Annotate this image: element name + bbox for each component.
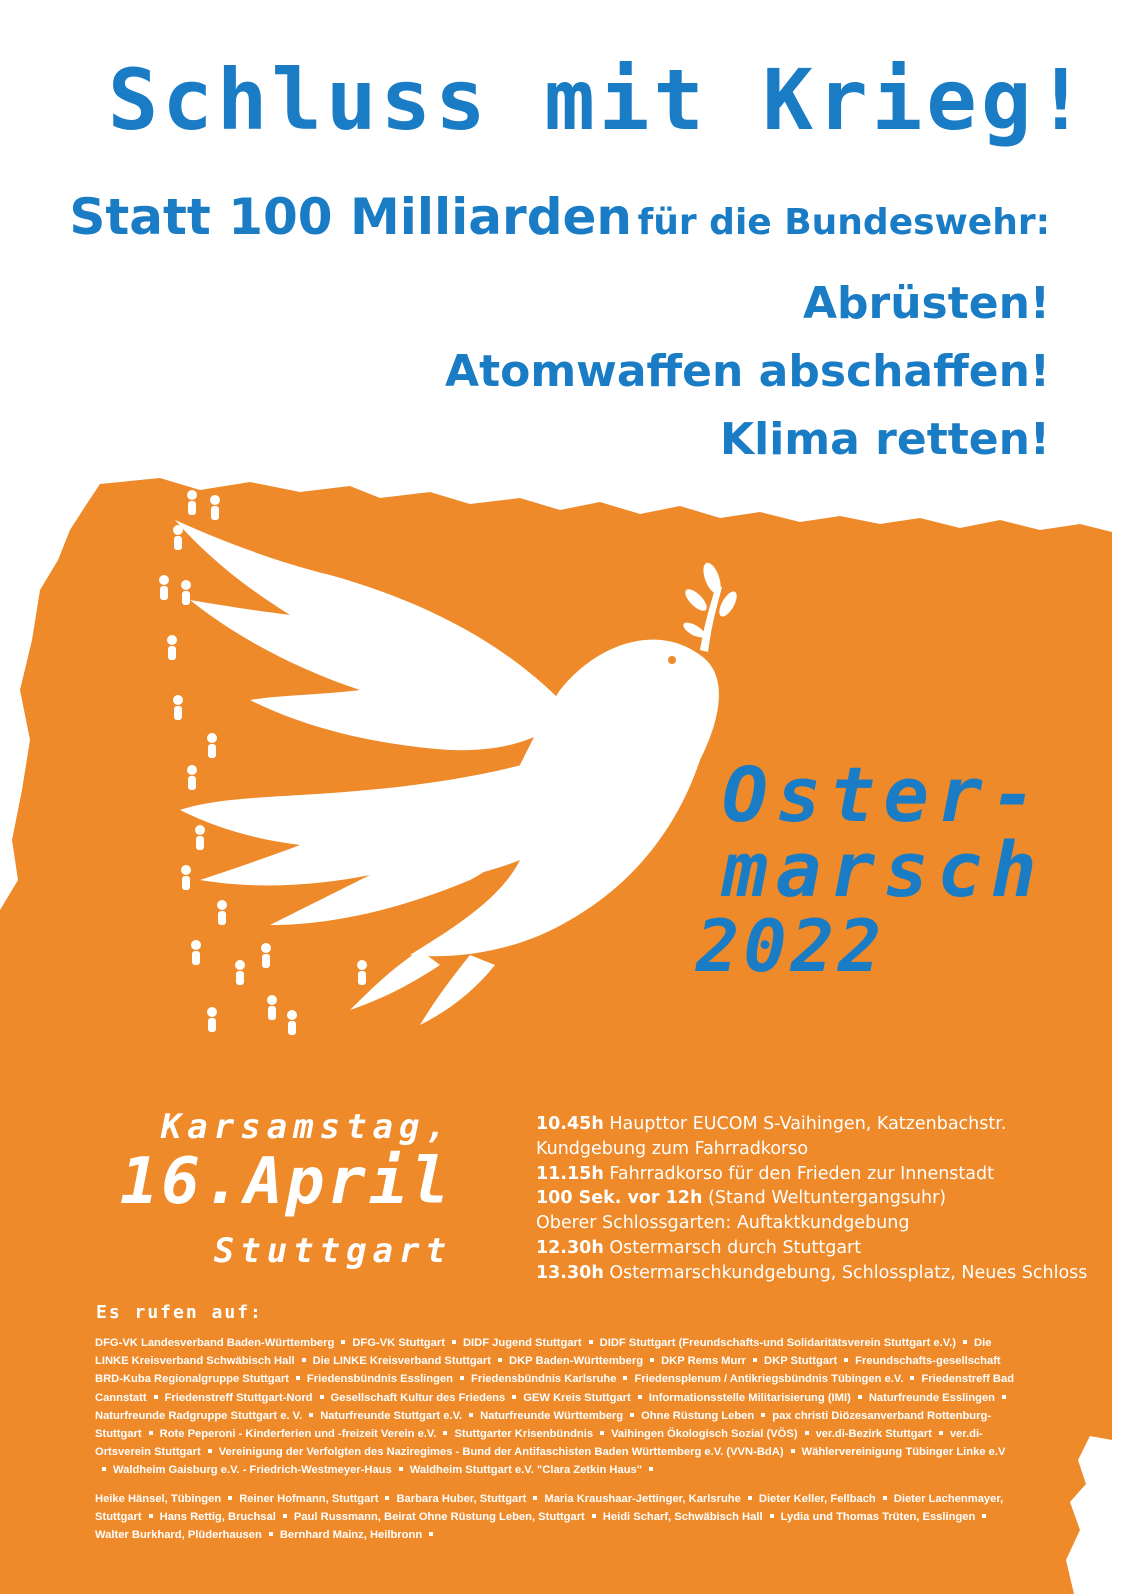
separator-square bbox=[429, 1532, 433, 1536]
separator-square bbox=[910, 1376, 914, 1380]
separator-square bbox=[1002, 1395, 1006, 1399]
organization-item: Naturfreunde Radgruppe Stuttgart e. V. bbox=[95, 1409, 303, 1422]
organization-item: DIDF Jugend Stuttgart bbox=[462, 1337, 582, 1349]
separator-square bbox=[939, 1431, 943, 1435]
separator-square bbox=[302, 1358, 306, 1362]
separator-square bbox=[460, 1376, 464, 1380]
organization-item: ver.di-Ortsverein Stuttgart bbox=[95, 1428, 983, 1459]
separator-square bbox=[385, 1496, 389, 1500]
organization-item: Vereinigung der Verfolgten des Naziregimes - Bund der Antifaschisten Baden Württemberg e.V. (VVN-BdA) bbox=[218, 1446, 784, 1459]
organization-item: Friedenstreff Stuttgart-Nord bbox=[164, 1391, 313, 1404]
demand-nuclear: Atomwaffen abschaffen! bbox=[445, 346, 1050, 397]
schedule-item: Oberer Schlossgarten: Auftaktkundgebung bbox=[536, 1213, 910, 1234]
separator-square bbox=[753, 1358, 757, 1362]
person-item: Walter Burkhard, Plüderhausen bbox=[95, 1529, 262, 1542]
separator-square bbox=[623, 1376, 627, 1380]
schedule-item: 100 Sek. vor 12h (Stand Weltuntergangsuhr) bbox=[536, 1188, 947, 1209]
organization-list bbox=[95, 1334, 1020, 1480]
organization-item: Friedensplenum / Antikriegsbündnis Tübingen e.V. bbox=[634, 1373, 904, 1386]
separator-square bbox=[963, 1340, 967, 1344]
separator-square bbox=[858, 1395, 862, 1399]
person-item: Heidi Scharf, Schwäbisch Hall bbox=[602, 1511, 763, 1524]
separator-square bbox=[309, 1413, 313, 1417]
organization-item: Rote Peperoni - Kinderferien und -freizeit Verein e.V. bbox=[159, 1428, 437, 1441]
person-item: Heike Hänsel, Tübingen bbox=[95, 1493, 222, 1505]
separator-square bbox=[791, 1449, 795, 1453]
separator-square bbox=[498, 1358, 502, 1362]
event-title-line2: marsch bbox=[722, 825, 1045, 914]
separator-square bbox=[512, 1395, 516, 1399]
demand-climate: Klima retten! bbox=[720, 414, 1050, 465]
separator-square bbox=[650, 1358, 654, 1362]
separator-square bbox=[770, 1514, 774, 1518]
subline bbox=[40, 188, 1050, 246]
person-item: Barbara Huber, Stuttgart bbox=[396, 1493, 527, 1505]
separator-square bbox=[269, 1532, 273, 1536]
schedule-item: 11.15h Fahrradkorso für den Frieden zur Innenstadt bbox=[536, 1163, 994, 1184]
separator-square bbox=[638, 1395, 642, 1399]
organization-item: Stuttgarter Krisenbündnis bbox=[454, 1428, 594, 1441]
separator-square bbox=[296, 1376, 300, 1380]
separator-square bbox=[341, 1340, 345, 1344]
organization-item: Die LINKE Kreisverband Stuttgart bbox=[312, 1355, 491, 1368]
organization-item: DIDF Stuttgart (Freundschafts-und Solidaritätsverein Stuttgart e.V.) bbox=[599, 1337, 957, 1349]
separator-square bbox=[399, 1467, 403, 1471]
separator-square bbox=[320, 1395, 324, 1399]
organization-item: Ohne Rüstung Leben bbox=[641, 1409, 755, 1422]
person-item: Bernhard Mainz, Heilbronn bbox=[279, 1529, 423, 1542]
person-item: Hans Rettig, Bruchsal bbox=[159, 1511, 276, 1524]
person-item: Maria Kraushaar-Jettinger, Karlsruhe bbox=[544, 1493, 741, 1505]
schedule bbox=[536, 1112, 1116, 1286]
event-day: Karsamstag, bbox=[160, 1107, 452, 1147]
subline-target: für die Bundeswehr: bbox=[637, 202, 1050, 243]
organization-item: Gesellschaft Kultur des Friedens bbox=[330, 1391, 506, 1404]
organization-item: ver.di-Bezirk Stuttgart bbox=[815, 1428, 932, 1441]
organization-item: Naturfreunde Württemberg bbox=[480, 1409, 624, 1422]
organization-item: DFG-VK Landesverband Baden-Württemberg bbox=[95, 1337, 335, 1349]
schedule-item: 12.30h Ostermarsch durch Stuttgart bbox=[536, 1237, 862, 1258]
organization-item: Naturfreunde Esslingen bbox=[868, 1391, 996, 1404]
separator-square bbox=[982, 1514, 986, 1518]
separator-square bbox=[102, 1467, 106, 1471]
separator-square bbox=[443, 1431, 447, 1435]
organization-item: GEW Kreis Stuttgart bbox=[523, 1391, 631, 1404]
person-item: Paul Russmann, Beirat Ohne Rüstung Leben, Stuttgart bbox=[293, 1511, 585, 1524]
separator-square bbox=[452, 1340, 456, 1344]
separator-square bbox=[533, 1496, 537, 1500]
separator-square bbox=[761, 1413, 765, 1417]
separator-square bbox=[589, 1340, 593, 1344]
headline: Schluss mit Krieg! bbox=[107, 51, 1090, 149]
organization-item: DKP Stuttgart bbox=[764, 1355, 838, 1368]
organization-item: Waldheim Gaisburg e.V. - Friedrich-Westmeyer-Haus bbox=[113, 1464, 392, 1477]
organization-item: Vaihingen Ökologisch Sozial (VÖS) bbox=[611, 1428, 798, 1441]
separator-square bbox=[649, 1467, 653, 1471]
organization-item: DKP Baden-Württemberg bbox=[509, 1355, 644, 1368]
separator-square bbox=[149, 1514, 153, 1518]
organization-item: Informationsstelle Militarisierung (IMI) bbox=[648, 1391, 851, 1404]
separator-square bbox=[883, 1496, 887, 1500]
person-item: Dieter Keller, Fellbach bbox=[758, 1493, 876, 1505]
organization-item: Die LINKE Kreisverband Schwäbisch Hall bbox=[95, 1337, 992, 1368]
separator-square bbox=[283, 1514, 287, 1518]
event-city: Stuttgart bbox=[213, 1231, 452, 1271]
organization-item: Friedensbündnis Esslingen bbox=[306, 1373, 454, 1386]
callers-title: Es rufen auf: bbox=[96, 1302, 263, 1323]
separator-square bbox=[469, 1413, 473, 1417]
separator-square bbox=[844, 1358, 848, 1362]
event-title-line1: Oster- bbox=[722, 750, 1045, 839]
subline-amount: Statt 100 Milliarden bbox=[69, 188, 633, 246]
separator-square bbox=[228, 1496, 232, 1500]
organization-item: DKP Rems Murr bbox=[661, 1355, 747, 1368]
schedule-item: Kundgebung zum Fahrradkorso bbox=[536, 1138, 809, 1159]
organization-item: pax christi Diözesanverband Rottenburg-Stuttgart bbox=[95, 1409, 992, 1441]
separator-square bbox=[630, 1413, 634, 1417]
person-item: Reiner Hofmann, Stuttgart bbox=[239, 1493, 379, 1505]
organization-item: Wählervereinigung Tübinger Linke e.V bbox=[801, 1446, 1006, 1459]
separator-square bbox=[208, 1449, 212, 1453]
separator-square bbox=[154, 1395, 158, 1399]
schedule-item: 13.30h Ostermarschkundgebung, Schlossplatz, Neues Schloss bbox=[536, 1262, 1088, 1283]
separator-square bbox=[805, 1431, 809, 1435]
organization-item: Waldheim Stuttgart e.V. "Clara Zetkin Haus" bbox=[409, 1464, 643, 1477]
schedule-item: 10.45h Haupttor EUCOM S-Vaihingen, Katzenbachstr. bbox=[536, 1114, 1007, 1134]
event-date: 16.April bbox=[119, 1145, 452, 1219]
organization-item: Friedensbündnis Karlsruhe bbox=[471, 1373, 617, 1386]
organization-item: Friedenstreff Bad Cannstatt bbox=[95, 1373, 1015, 1404]
separator-square bbox=[748, 1496, 752, 1500]
organization-item: Freundschafts-gesellschaft BRD-Kuba Regionalgruppe Stuttgart bbox=[95, 1355, 1001, 1386]
separator-square bbox=[600, 1431, 604, 1435]
event-year: 2022 bbox=[696, 904, 886, 988]
organization-item: DFG-VK Stuttgart bbox=[352, 1337, 445, 1349]
demand-disarm: Abrüsten! bbox=[802, 278, 1050, 329]
person-item: Lydia und Thomas Trüten, Esslingen bbox=[780, 1511, 976, 1524]
separator-square bbox=[592, 1514, 596, 1518]
person-item: Dieter Lachenmayer, Stuttgart bbox=[95, 1493, 1004, 1524]
person-list bbox=[95, 1490, 1020, 1545]
organization-item: Naturfreunde Stuttgart e.V. bbox=[320, 1409, 463, 1422]
separator-square bbox=[149, 1431, 153, 1435]
